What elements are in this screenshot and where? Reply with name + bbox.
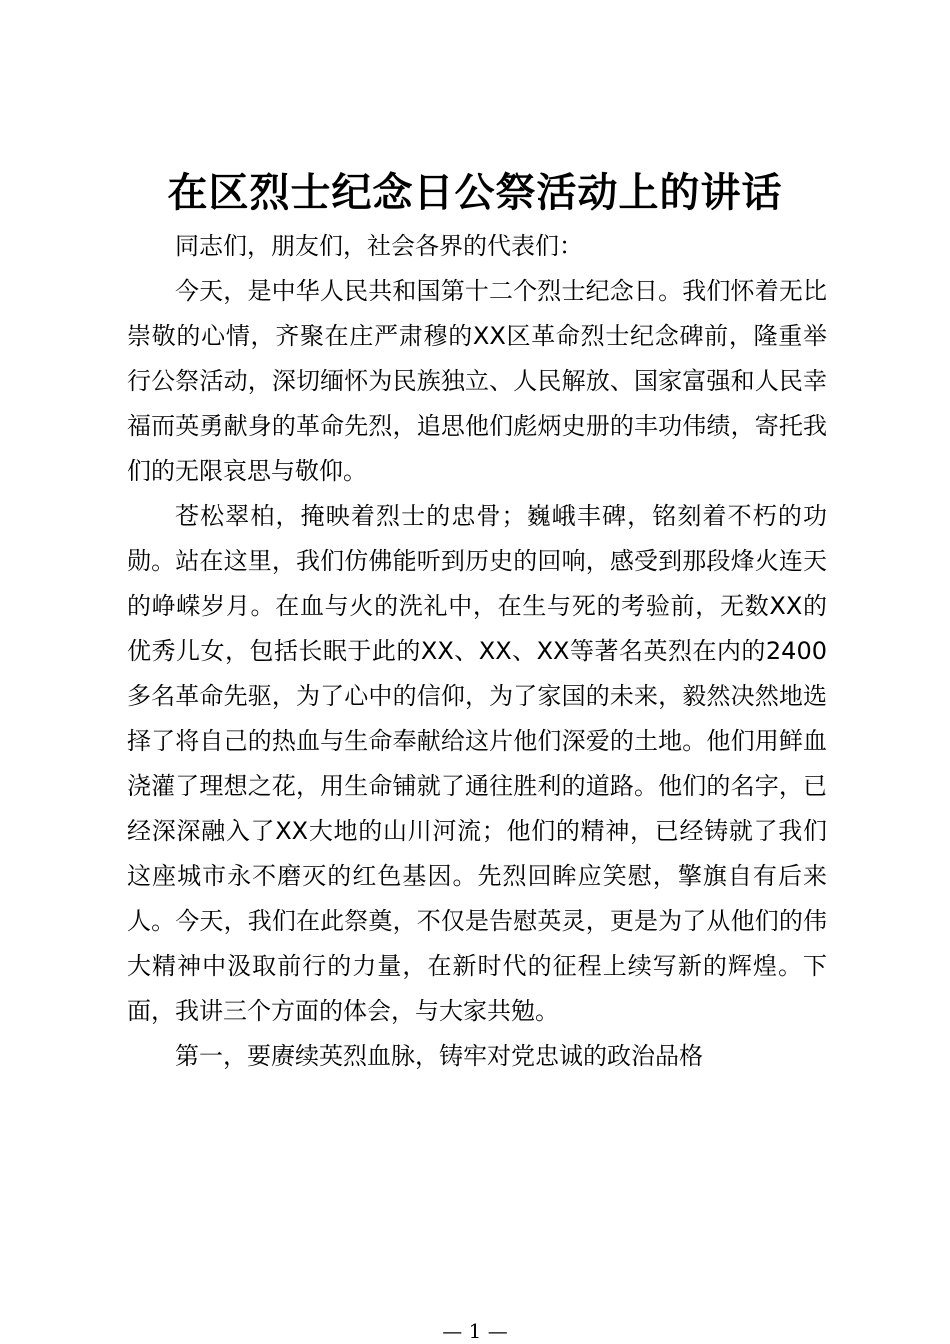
- document-title: 在区烈士纪念日公祭活动上的讲话: [167, 169, 783, 216]
- body-paragraph: 今天，是中华人民共和国第十二个烈士纪念日。我们怀着无比崇敬的心情，齐聚在庄严肃穆的XX区革命烈士纪念碑前，隆重举行公祭活动，深切缅怀为民族独立、人民解放、国家富强和人民幸福而英勇献身的革命先烈，追思他们彪炳史册的丰功伟绩，寄托我们的无限哀思与敬仰。: [127, 277, 827, 485]
- body-paragraph: 苍松翠柏，掩映着烈士的忠骨；巍峨丰碑，铭刻着不朽的功勋。站在这里，我们仿佛能听到历史的回响，感受到那段烽火连天的峥嵘岁月。在血与火的洗礼中，在生与死的考验前，无数XX的优秀儿女，包括长眠于此的XX、XX、XX等著名英烈在内的2400多名革命先驱，为了心中的信仰，为了家国的未来，毅然决然地选择了将自己的热血与生命奉献给这片他们深爱的土地。他们用鲜血浇灌了理想之花，用生命铺就了通往胜利的道路。他们的名字，已经深深融入了XX大地的山川河流；他们的精神，已经铸就了我们这座城市永不磨灭的红色基因。先烈回眸应笑慰，擎旗自有后来人。今天，我们在此祭奠，不仅是告慰英灵，更是为了从他们的伟大精神中汲取前行的力量，在新时代的征程上续写新的辉煌。下面，我讲三个方面的体会，与大家共勉。: [127, 502, 827, 1025]
- section-heading: 第一，要赓续英烈血脉，铸牢对党忠诚的政治品格: [175, 1042, 703, 1070]
- document-body: [127, 224, 827, 1079]
- salutation-paragraph: 同志们，朋友们，社会各界的代表们：: [175, 232, 583, 260]
- page-number: — 1 —: [442, 1319, 508, 1343]
